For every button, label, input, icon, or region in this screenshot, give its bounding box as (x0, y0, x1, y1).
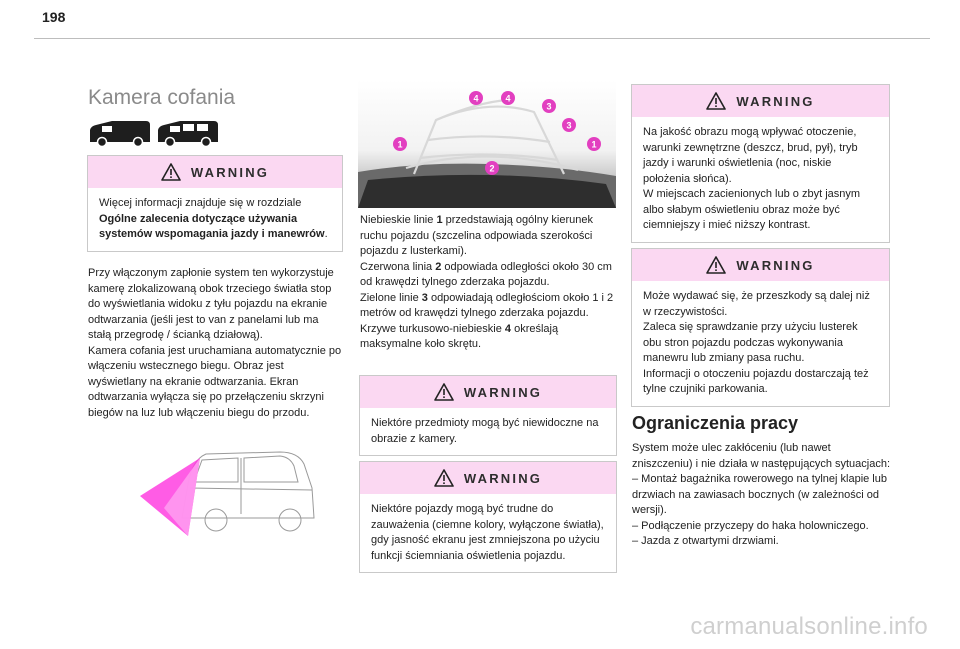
marker-label: 4 (505, 93, 511, 104)
warning-box-5 (631, 248, 890, 407)
list-item: – Podłączenie przyczepy do haka holowniczego. (632, 519, 869, 532)
warning-box-3 (359, 461, 617, 573)
paragraph: Przy włączonym zapłonie system ten wykorzystuje kamerę zlokalizowaną obok trzeciego światła stop do wyświetlania widoku z tyłu pojazdu na ekranie odtwarzania (jeśli jest to van z panelami lub ma stałą przegrodę / ścianką działową). (88, 267, 334, 341)
warning-text: Niektóre pojazdy mogą być trudne do zauważenia (ciemne kolory, wyłączone światła), gdy jasność ekranu jest zmniejszona po użyciu funkcji ściemniania oświetlenia pojazdu. (371, 503, 604, 562)
warning-icon (706, 256, 726, 274)
marker-label: 4 (473, 93, 479, 104)
warning-text: Może wydawać się, że przeszkody są dalej niż w rzeczywistości. Zaleca się sprawdzanie przy użyciu lusterek obu stron pojazdu podczas wykonywania manewru lub zmiany pasa ruchu. Informacji o otoczeniu pojazdu dostarczają też tylne czujniki parkowania. (643, 290, 870, 395)
warning-header (360, 376, 616, 408)
page-title: Kamera cofania (88, 86, 236, 109)
warning-header (632, 85, 889, 117)
footer-watermark: carmanualsonline.info (690, 613, 928, 640)
list-item: – Montaż bagażnika rowerowego na tylnej klapie lub drzwiach na zawiasach bocznych (w zależności od wersji). (632, 473, 887, 516)
vehicle-camera-illustration (130, 448, 325, 538)
warning-header (632, 249, 889, 281)
paragraph: Niebieskie linie 1 przedstawiają ogólny kierunek ruchu pojazdu (szczelina odpowiada szerokości pojazdu z lusterkami). (360, 214, 593, 257)
paragraph: System może ulec zakłóceniu (lub nawet zniszczeniu) i nie działa w następujących sytuacjach: (632, 442, 891, 470)
paragraph: Krzywe turkusowo-niebieskie 4 określają maksymalne koło skrętu. (360, 322, 559, 350)
marker-label: 1 (591, 139, 597, 150)
section-heading: Ograniczenia pracy (632, 413, 799, 433)
marker-label: 1 (397, 139, 403, 150)
marker-label: 2 (489, 163, 495, 174)
parking-guide-diagram (358, 80, 616, 208)
warning-icon (434, 469, 454, 487)
intro-text (88, 266, 344, 421)
limitations-text (632, 441, 894, 550)
warning-box-2 (359, 375, 617, 456)
warning-icon (706, 92, 726, 110)
marker-label: 3 (566, 120, 572, 131)
marker-label: 3 (546, 101, 552, 112)
paragraph: Kamera cofania jest uruchamiana automatycznie po włączeniu wstecznego biegu. Obraz jest wyświetlany na ekranie odtwarzania. Ekran odtwarzania wyłącza się po przełączeniu skrzyni biegów na luz lub włączeniu biegu do przodu. (88, 344, 342, 419)
warning-icon (434, 383, 454, 401)
warning-text: Więcej informacji znajduje się w rozdziale Ogólne zalecenia dotyczące używania systemów wspomagania jazdy i manewrów. (99, 197, 328, 240)
warning-icon (161, 163, 181, 181)
warning-text: Na jakość obrazu mogą wpływać otoczenie, warunki zewnętrzne (deszcz, brud, pył), tryb jazdy i warunki oświetlenia (noc, niskie położenia słońca). W miejscach zacienionych lub o zbyt jasnym albo słabym oświetleniu obraz może być ciemniejszy i mieć niższy kontrast. (643, 126, 861, 231)
warning-box-1 (87, 155, 343, 252)
panel-van-icon (90, 121, 150, 147)
page-number: 198 (42, 9, 66, 25)
passenger-van-icon (158, 121, 218, 147)
warning-label: WARNING (736, 93, 815, 109)
warning-header (360, 462, 616, 494)
guide-lines-description (360, 213, 618, 353)
warning-label: WARNING (463, 384, 543, 400)
warning-label: WARNING (463, 470, 543, 486)
warning-text: Niektóre przedmioty mogą być niewidoczne na obrazie z kamery. (371, 417, 599, 445)
top-divider (34, 38, 930, 39)
paragraph: Zielone linie 3 odpowiadają odległościom około 1 i 2 metrów od krawędzi tylnego zderzaka pojazdu. (360, 291, 614, 319)
list-item: – Jazda z otwartymi drzwiami. (632, 535, 779, 547)
warning-label: WARNING (736, 257, 815, 273)
paragraph: Czerwona linia 2 odpowiada odległości około 30 cm od krawędzi tylnego zderzaka pojazdu. (360, 260, 612, 288)
van-icons (88, 118, 220, 148)
warning-box-4 (631, 84, 890, 243)
warning-header (88, 156, 342, 188)
warning-label: WARNING (190, 164, 270, 180)
